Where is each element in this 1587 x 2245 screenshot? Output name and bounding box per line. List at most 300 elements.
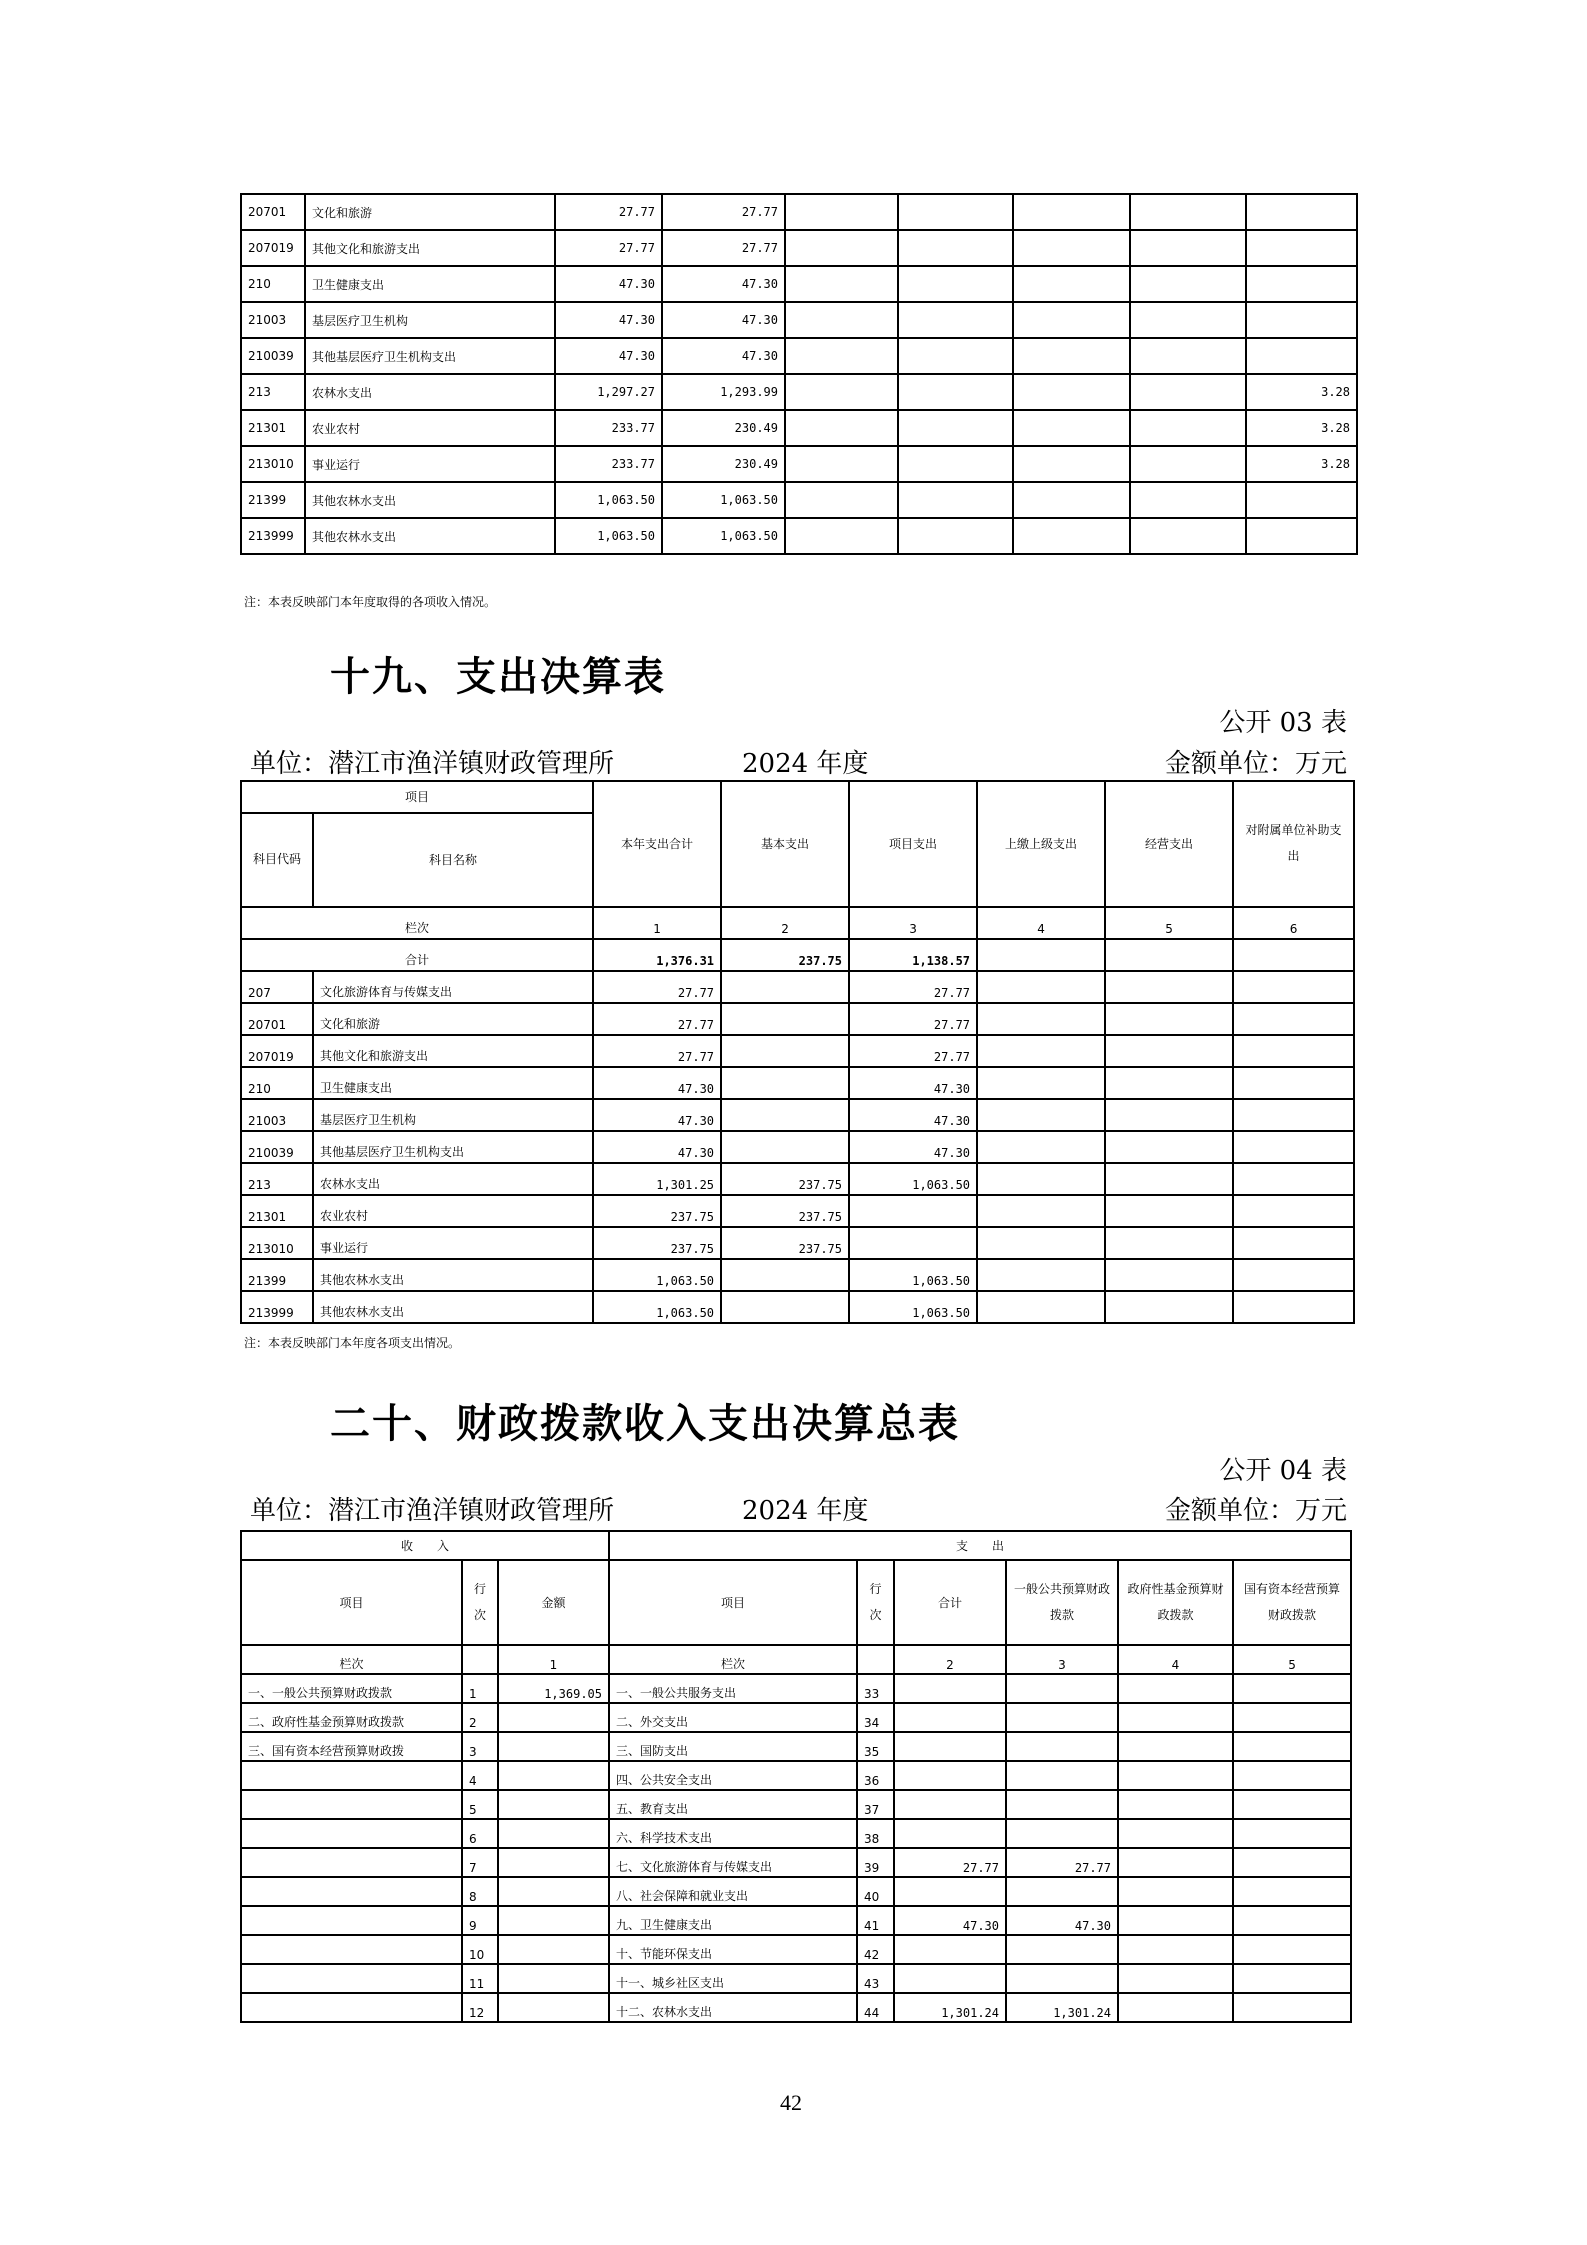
amount-cell: 230.49: [662, 410, 785, 446]
amount-cell: 47.30: [555, 266, 662, 302]
expense-line: 38: [857, 1819, 894, 1848]
amount-cell: [1130, 482, 1246, 518]
empty-cell: [1233, 1131, 1354, 1163]
amount-cell: [1013, 194, 1130, 230]
income-line: 7: [462, 1848, 498, 1877]
table-note: 注：本表反映部门本年度取得的各项收入情况。: [244, 595, 497, 609]
amount-cell: [1130, 446, 1246, 482]
amount-cell: 47.30: [662, 338, 785, 374]
income-item: [241, 1906, 462, 1935]
amount-cell: [1130, 194, 1246, 230]
amount-cell: 27.77: [555, 194, 662, 230]
empty-cell: [1105, 1035, 1233, 1067]
subject-name: 其他农林水支出: [305, 482, 555, 518]
expense-general: [1006, 1819, 1118, 1848]
amount-cell: [1130, 338, 1246, 374]
table-row: [241, 1227, 1354, 1259]
header-subsidy: 对附属单位补助支出: [1233, 781, 1354, 907]
empty-cell: [1233, 1195, 1354, 1227]
amount-cell: [785, 194, 898, 230]
table-row: [241, 1790, 1351, 1819]
subject-name: 文化旅游体育与传媒支出: [313, 971, 593, 1003]
subject-code: 21399: [241, 482, 305, 518]
empty-cell: [977, 1099, 1105, 1131]
empty-cell: [1105, 1099, 1233, 1131]
table-row: [241, 971, 1354, 1003]
col-number: 6: [1233, 907, 1354, 939]
empty-cell: [1105, 1259, 1233, 1291]
subject-name: 其他农林水支出: [313, 1291, 593, 1323]
subject-name: 事业运行: [305, 446, 555, 482]
empty-cell: [1233, 971, 1354, 1003]
header-item: 项目: [241, 781, 593, 813]
empty-cell: [977, 1163, 1105, 1195]
income-amount: [498, 1935, 609, 1964]
table-row: [241, 1761, 1351, 1790]
income-amount: 1,369.05: [498, 1674, 609, 1703]
col-number: 3: [849, 907, 977, 939]
table-row: [241, 338, 1357, 374]
col-number: 4: [1118, 1645, 1233, 1674]
subject-code: 21301: [241, 410, 305, 446]
table-row: [241, 1067, 1354, 1099]
expense-state: [1233, 1732, 1351, 1761]
expense-total: [894, 1790, 1006, 1819]
income-line: 8: [462, 1877, 498, 1906]
table-note: 注：本表反映部门本年度各项支出情况。: [244, 1336, 461, 1350]
table-row: [241, 1195, 1354, 1227]
amount-cell: 1,063.50: [555, 518, 662, 554]
empty-cell: [977, 1259, 1105, 1291]
basic-amount: 237.75: [721, 1227, 849, 1259]
section-title: 十九、支出决算表: [330, 654, 666, 700]
amount-cell: [785, 518, 898, 554]
table-row: [241, 302, 1357, 338]
expense-fund: [1118, 1790, 1233, 1819]
basic-amount: 237.75: [721, 1163, 849, 1195]
empty-cell: [977, 971, 1105, 1003]
empty-cell: [1233, 1227, 1354, 1259]
basic-amount: 237.75: [721, 1195, 849, 1227]
total-row-basic: 237.75: [721, 939, 849, 971]
amount-cell: [898, 410, 1013, 446]
col-number: 4: [977, 907, 1105, 939]
expense-general: 1,301.24: [1006, 1993, 1118, 2022]
expense-state: [1233, 1906, 1351, 1935]
expense-state: [1233, 1819, 1351, 1848]
amount-cell: 47.30: [662, 266, 785, 302]
subject-code: 207019: [241, 230, 305, 266]
expense-line: 44: [857, 1993, 894, 2022]
subject-code: 213999: [241, 518, 305, 554]
header-fund: 政府性基金预算财政拨款: [1118, 1560, 1233, 1645]
empty-cell: [1233, 1035, 1354, 1067]
table-row: [241, 1848, 1351, 1877]
currency-label: 金额单位：万元: [1164, 1496, 1347, 1526]
income-line: 4: [462, 1761, 498, 1790]
fiscal-summary-table: [240, 1530, 1352, 2023]
expense-general: [1006, 1674, 1118, 1703]
income-line: 12: [462, 1993, 498, 2022]
empty-cell: [1233, 1259, 1354, 1291]
year-label: 2024 年度: [742, 749, 869, 779]
table-row: [241, 230, 1357, 266]
basic-amount: [721, 971, 849, 1003]
income-line: 9: [462, 1906, 498, 1935]
total-row-total: 1,376.31: [593, 939, 721, 971]
amount-cell: [785, 338, 898, 374]
expense-item: 二、外交支出: [609, 1703, 857, 1732]
expense-total: [894, 1964, 1006, 1993]
col-number: 1: [593, 907, 721, 939]
expense-total: [894, 1819, 1006, 1848]
amount-cell: [785, 446, 898, 482]
total-amount: 1,063.50: [593, 1259, 721, 1291]
amount-cell: [1246, 266, 1357, 302]
subject-name: 卫生健康支出: [313, 1067, 593, 1099]
income-amount: [498, 1790, 609, 1819]
expense-fund: [1118, 1906, 1233, 1935]
income-amount: [498, 1819, 609, 1848]
expense-fund: [1118, 1848, 1233, 1877]
amount-cell: 1,063.50: [662, 482, 785, 518]
table-row: [241, 1003, 1354, 1035]
income-amount: [498, 1732, 609, 1761]
header-code: 科目代码: [241, 813, 313, 907]
empty-cell: [1105, 1003, 1233, 1035]
expense-total: 47.30: [894, 1906, 1006, 1935]
subject-name: 文化和旅游: [313, 1003, 593, 1035]
amount-cell: 233.77: [555, 446, 662, 482]
table-row: [241, 194, 1357, 230]
amount-cell: [1246, 230, 1357, 266]
expense-fund: [1118, 1877, 1233, 1906]
expense-total: [894, 1761, 1006, 1790]
expense-total: [894, 1877, 1006, 1906]
amount-cell: 230.49: [662, 446, 785, 482]
income-item: [241, 1935, 462, 1964]
expense-state: [1233, 1703, 1351, 1732]
col-row-label: 栏次: [241, 907, 593, 939]
income-amount: [498, 1906, 609, 1935]
subject-name: 基层医疗卫生机构: [305, 302, 555, 338]
expense-item: 七、文化旅游体育与传媒支出: [609, 1848, 857, 1877]
amount-cell: [1246, 302, 1357, 338]
project-amount: 47.30: [849, 1067, 977, 1099]
total-amount: 1,063.50: [593, 1291, 721, 1323]
empty-cell: [1233, 1067, 1354, 1099]
table-row: [241, 446, 1357, 482]
income-amount: [498, 1993, 609, 2022]
amount-cell: [1013, 230, 1130, 266]
table-row: [241, 1877, 1351, 1906]
amount-cell: 1,063.50: [662, 518, 785, 554]
amount-cell: [898, 230, 1013, 266]
table-row: [241, 1906, 1351, 1935]
amount-cell: [1130, 266, 1246, 302]
col-number: 5: [1233, 1645, 1351, 1674]
subject-code: 207019: [241, 1035, 313, 1067]
header-amount: 金额: [498, 1560, 609, 1645]
expense-state: [1233, 1877, 1351, 1906]
expense-item: 一、一般公共服务支出: [609, 1674, 857, 1703]
amount-cell: 3.28: [1246, 374, 1357, 410]
subject-code: 213010: [241, 446, 305, 482]
amount-cell: [898, 482, 1013, 518]
project-amount: 47.30: [849, 1099, 977, 1131]
amount-cell: 233.77: [555, 410, 662, 446]
subject-code: 213010: [241, 1227, 313, 1259]
amount-cell: 27.77: [662, 230, 785, 266]
amount-cell: [1013, 266, 1130, 302]
amount-cell: [785, 482, 898, 518]
income-item: [241, 1877, 462, 1906]
expense-general: 47.30: [1006, 1906, 1118, 1935]
expense-item: 十、节能环保支出: [609, 1935, 857, 1964]
income-line: 2: [462, 1703, 498, 1732]
table-row: [241, 1819, 1351, 1848]
basic-amount: [721, 1131, 849, 1163]
total-row-project: 1,138.57: [849, 939, 977, 971]
subject-name: 农林水支出: [305, 374, 555, 410]
header-name: 科目名称: [313, 813, 593, 907]
project-amount: 1,063.50: [849, 1163, 977, 1195]
amount-cell: [898, 374, 1013, 410]
empty-cell: [977, 1227, 1105, 1259]
amount-cell: [1130, 230, 1246, 266]
amount-cell: [1013, 482, 1130, 518]
table-row: [241, 266, 1357, 302]
amount-cell: 3.28: [1246, 410, 1357, 446]
project-amount: 27.77: [849, 971, 977, 1003]
subject-code: 213: [241, 1163, 313, 1195]
basic-amount: [721, 1067, 849, 1099]
subject-code: 210: [241, 1067, 313, 1099]
expense-fund: [1118, 1761, 1233, 1790]
income-amount: [498, 1964, 609, 1993]
amount-cell: [898, 518, 1013, 554]
subject-code: 213999: [241, 1291, 313, 1323]
income-item: [241, 1993, 462, 2022]
table-row: [241, 1259, 1354, 1291]
total-amount: 27.77: [593, 971, 721, 1003]
col-row-label: 栏次: [609, 1645, 857, 1674]
table-row: [241, 1131, 1354, 1163]
header-total: 合计: [894, 1560, 1006, 1645]
amount-cell: [785, 230, 898, 266]
subject-name: 事业运行: [313, 1227, 593, 1259]
year-label: 2024 年度: [742, 1496, 869, 1526]
expense-fund: [1118, 1819, 1233, 1848]
expense-state: [1233, 1761, 1351, 1790]
expense-state: [1233, 1993, 1351, 2022]
project-amount: 1,063.50: [849, 1259, 977, 1291]
header-project: 项目支出: [849, 781, 977, 907]
subject-name: 其他基层医疗卫生机构支出: [313, 1131, 593, 1163]
amount-cell: [1246, 518, 1357, 554]
header-income: 收 入: [241, 1531, 609, 1560]
income-line: 10: [462, 1935, 498, 1964]
subject-code: 210039: [241, 338, 305, 374]
amount-cell: [898, 446, 1013, 482]
income-item: [241, 1790, 462, 1819]
header-expense: 支 出: [609, 1531, 1351, 1560]
expense-fund: [1118, 1993, 1233, 2022]
expense-line: 40: [857, 1877, 894, 1906]
expense-fund: [1118, 1674, 1233, 1703]
amount-cell: [1130, 302, 1246, 338]
table-row: [241, 410, 1357, 446]
empty-cell: [1105, 1291, 1233, 1323]
total-amount: 47.30: [593, 1131, 721, 1163]
expense-general: [1006, 1964, 1118, 1993]
expense-item: 八、社会保障和就业支出: [609, 1877, 857, 1906]
table-row: [241, 1035, 1354, 1067]
empty-cell: [1105, 971, 1233, 1003]
expense-item: 十一、城乡社区支出: [609, 1964, 857, 1993]
expense-general: [1006, 1761, 1118, 1790]
expense-line: 34: [857, 1703, 894, 1732]
expense-fund: [1118, 1732, 1233, 1761]
expense-item: 五、教育支出: [609, 1790, 857, 1819]
empty-cell: [1233, 1003, 1354, 1035]
header-income-line: 行次: [462, 1560, 498, 1645]
empty-cell: [1105, 1067, 1233, 1099]
expense-line: 36: [857, 1761, 894, 1790]
basic-amount: [721, 1099, 849, 1131]
total-amount: 47.30: [593, 1099, 721, 1131]
expense-general: 27.77: [1006, 1848, 1118, 1877]
table-row: [241, 1935, 1351, 1964]
subject-name: 基层医疗卫生机构: [313, 1099, 593, 1131]
income-item: 一、一般公共预算财政拨款: [241, 1674, 462, 1703]
expense-state: [1233, 1674, 1351, 1703]
expense-state: [1233, 1964, 1351, 1993]
header-business: 经营支出: [1105, 781, 1233, 907]
subject-code: 20701: [241, 194, 305, 230]
subject-code: 21399: [241, 1259, 313, 1291]
expense-fund: [1118, 1935, 1233, 1964]
amount-cell: [1130, 518, 1246, 554]
subject-name: 农业农村: [313, 1195, 593, 1227]
expense-general: [1006, 1732, 1118, 1761]
table-row: [241, 1732, 1351, 1761]
subject-name: 农业农村: [305, 410, 555, 446]
currency-label: 金额单位：万元: [1164, 749, 1347, 779]
col-row-label: 栏次: [241, 1645, 462, 1674]
amount-cell: 3.28: [1246, 446, 1357, 482]
header-total: 本年支出合计: [593, 781, 721, 907]
income-amount: [498, 1848, 609, 1877]
income-amount: [498, 1761, 609, 1790]
income-line: 3: [462, 1732, 498, 1761]
amount-cell: [1013, 302, 1130, 338]
amount-cell: 1,293.99: [662, 374, 785, 410]
col-number: 2: [721, 907, 849, 939]
income-item: [241, 1819, 462, 1848]
expense-state: [1233, 1848, 1351, 1877]
amount-cell: 1,063.50: [555, 482, 662, 518]
expense-total: [894, 1732, 1006, 1761]
income-line: 1: [462, 1674, 498, 1703]
table-row: [241, 374, 1357, 410]
empty-cell: [1105, 1195, 1233, 1227]
subject-code: 21003: [241, 1099, 313, 1131]
table-row: [241, 1291, 1354, 1323]
expense-state: [1233, 1935, 1351, 1964]
expense-total: 1,301.24: [894, 1993, 1006, 2022]
amount-cell: [898, 338, 1013, 374]
table-number: 公开 03 表: [1219, 708, 1347, 738]
amount-cell: [1130, 374, 1246, 410]
page-number: 42: [780, 2090, 802, 2115]
subject-code: 210039: [241, 1131, 313, 1163]
income-amount: [498, 1703, 609, 1732]
subject-name: 文化和旅游: [305, 194, 555, 230]
amount-cell: [785, 374, 898, 410]
empty-cell: [1233, 1099, 1354, 1131]
empty-cell: [1233, 1163, 1354, 1195]
expense-total: [894, 1703, 1006, 1732]
expense-total: [894, 1674, 1006, 1703]
unit-label: 单位：潜江市渔洋镇财政管理所: [250, 1496, 615, 1526]
expense-state: [1233, 1790, 1351, 1819]
expense-item: 九、卫生健康支出: [609, 1906, 857, 1935]
header-general: 一般公共预算财政拨款: [1006, 1560, 1118, 1645]
income-item: 三、国有资本经营预算财政拨: [241, 1732, 462, 1761]
empty-cell: [1105, 1227, 1233, 1259]
income-table-continued: [240, 193, 1358, 555]
amount-cell: [1246, 338, 1357, 374]
expense-total: 27.77: [894, 1848, 1006, 1877]
section-title: 二十、财政拨款收入支出决算总表: [330, 1401, 960, 1447]
amount-cell: [1013, 410, 1130, 446]
expense-general: [1006, 1877, 1118, 1906]
amount-cell: 1,297.27: [555, 374, 662, 410]
subject-name: 其他农林水支出: [305, 518, 555, 554]
header-income-item: 项目: [241, 1560, 462, 1645]
subject-code: 21301: [241, 1195, 313, 1227]
amount-cell: [898, 302, 1013, 338]
amount-cell: 47.30: [555, 302, 662, 338]
amount-cell: 27.77: [555, 230, 662, 266]
table-row: [241, 1674, 1351, 1703]
subject-name: 其他农林水支出: [313, 1259, 593, 1291]
expense-line: 39: [857, 1848, 894, 1877]
project-amount: [849, 1195, 977, 1227]
expense-fund: [1118, 1964, 1233, 1993]
amount-cell: [1130, 410, 1246, 446]
expense-item: 十二、农林水支出: [609, 1993, 857, 2022]
empty-cell: [977, 1003, 1105, 1035]
amount-cell: 27.77: [662, 194, 785, 230]
project-amount: 27.77: [849, 1035, 977, 1067]
empty-cell: [1105, 1131, 1233, 1163]
income-line: 11: [462, 1964, 498, 1993]
empty-cell: [977, 1195, 1105, 1227]
expense-item: 三、国防支出: [609, 1732, 857, 1761]
project-amount: [849, 1227, 977, 1259]
col-number: 1: [498, 1645, 609, 1674]
empty-cell: [1233, 1291, 1354, 1323]
income-line: 5: [462, 1790, 498, 1819]
table-number: 公开 04 表: [1219, 1456, 1347, 1486]
header-upper: 上缴上级支出: [977, 781, 1105, 907]
income-item: [241, 1761, 462, 1790]
expense-general: [1006, 1935, 1118, 1964]
expense-general: [1006, 1790, 1118, 1819]
empty-cell: [977, 1035, 1105, 1067]
